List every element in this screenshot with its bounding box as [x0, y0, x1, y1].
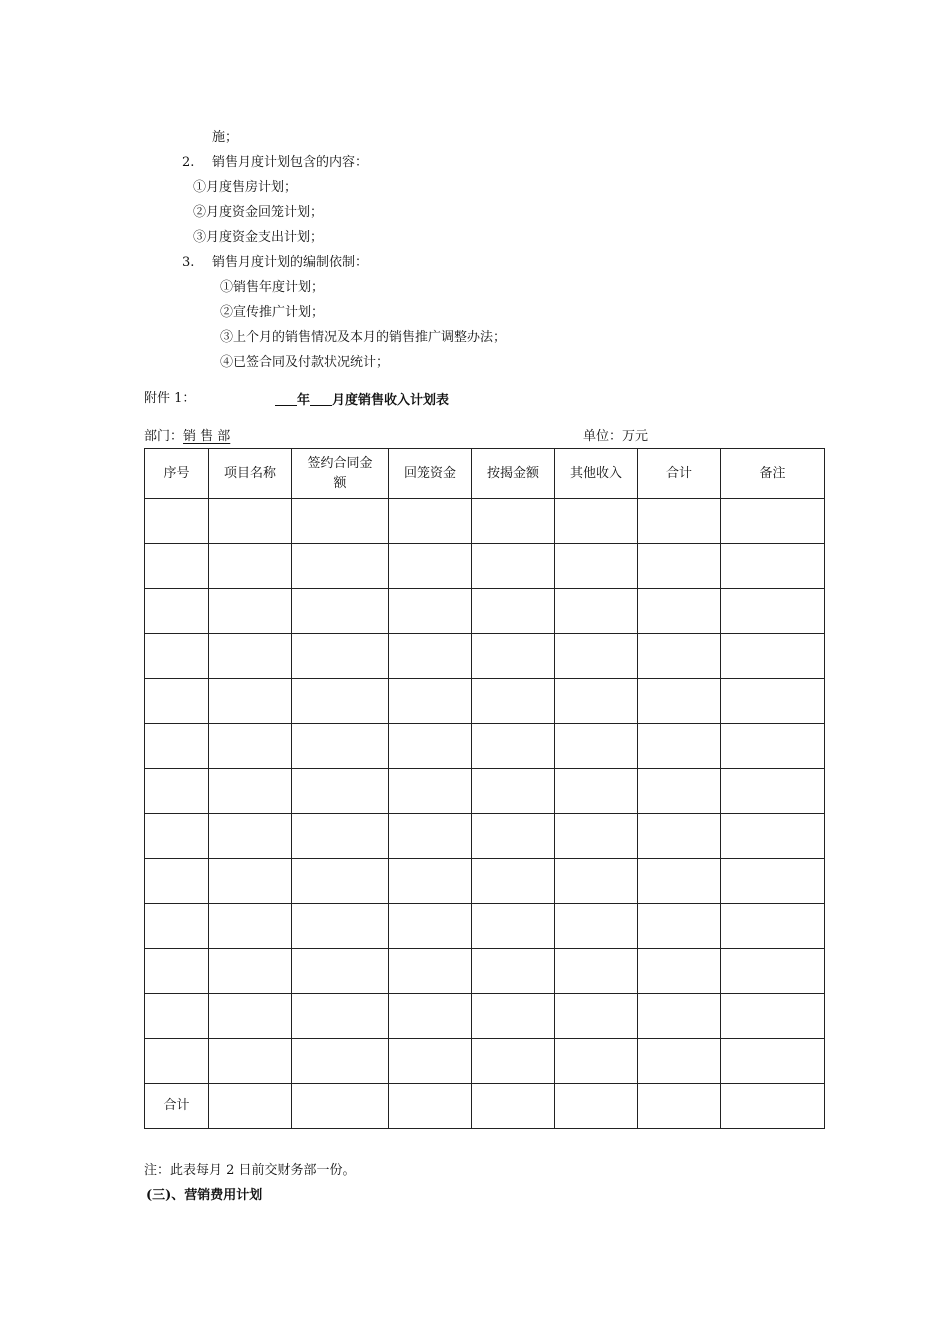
table-cell [145, 769, 209, 814]
table-cell [389, 1039, 472, 1084]
table-cell [472, 1039, 555, 1084]
table-cell [555, 859, 638, 904]
table-cell [389, 589, 472, 634]
table-cell [292, 1039, 389, 1084]
list-text: 销售月度计划包含的内容： [212, 155, 369, 170]
table-note: 注：此表每月 2 日前交财务部一份。 [144, 1163, 356, 1178]
department [144, 427, 230, 447]
table-cell [292, 769, 389, 814]
table-cell [555, 814, 638, 859]
table-cell [145, 859, 209, 904]
sub-item: ③月度资金支出计划； [193, 230, 324, 245]
table-cell [721, 679, 825, 724]
table-cell [292, 634, 389, 679]
table-cell [721, 1084, 825, 1129]
table-cell [721, 724, 825, 769]
table-cell [389, 994, 472, 1039]
header-cell: 签约合同金额 [292, 449, 389, 499]
table-cell [472, 769, 555, 814]
table-cell [145, 814, 209, 859]
header-cell: 备注 [721, 449, 825, 499]
table-title [275, 389, 449, 408]
table-cell [209, 724, 292, 769]
table-cell [389, 949, 472, 994]
table-cell [555, 904, 638, 949]
table-cell [721, 1039, 825, 1084]
table-cell [638, 634, 721, 679]
table-cell [472, 904, 555, 949]
table-cell [555, 949, 638, 994]
table-cell [292, 499, 389, 544]
revenue-plan-table [144, 448, 825, 1129]
header-cell: 回笼资金 [389, 449, 472, 499]
table-cell [721, 544, 825, 589]
table-cell [145, 499, 209, 544]
table-cell [209, 949, 292, 994]
list-number: 2. [182, 155, 195, 170]
dept-label: 部门： [144, 429, 184, 444]
table-cell [472, 859, 555, 904]
table-cell [721, 949, 825, 994]
list-text: 销售月度计划的编制依制： [212, 255, 369, 270]
table-cell [721, 814, 825, 859]
table-cell [145, 904, 209, 949]
table-row [145, 634, 825, 679]
list-number: 3. [182, 255, 195, 270]
table-row [145, 724, 825, 769]
table-cell [209, 544, 292, 589]
table-cell [292, 949, 389, 994]
table-cell [638, 724, 721, 769]
table-row [145, 679, 825, 724]
table-cell [472, 949, 555, 994]
table-cell [389, 904, 472, 949]
header-cell: 序号 [145, 449, 209, 499]
table-cell [209, 814, 292, 859]
table-cell [389, 679, 472, 724]
table-cell [638, 679, 721, 724]
table-cell [638, 589, 721, 634]
table-cell [145, 544, 209, 589]
table-cell [638, 814, 721, 859]
dept-value: 销 售 部 [183, 429, 231, 444]
table-cell [209, 634, 292, 679]
table-cell [209, 1039, 292, 1084]
table-cell [145, 994, 209, 1039]
table-row [145, 544, 825, 589]
table-cell [472, 544, 555, 589]
table-cell [555, 634, 638, 679]
year-blank [275, 391, 297, 406]
table-cell [472, 1084, 555, 1129]
table-cell [209, 859, 292, 904]
table-cell [638, 949, 721, 994]
table-cell [209, 679, 292, 724]
table-cell [638, 904, 721, 949]
table-cell [638, 994, 721, 1039]
table-cell [145, 634, 209, 679]
table-row [145, 589, 825, 634]
list-item-3 [182, 253, 368, 273]
table-cell [472, 679, 555, 724]
table-cell [721, 589, 825, 634]
table-cell [145, 679, 209, 724]
sub-item: ④已签合同及付款状况统计； [220, 355, 390, 370]
sub-item: ②月度资金回笼计划； [193, 205, 324, 220]
table-cell [292, 724, 389, 769]
table-header-row [145, 449, 825, 499]
title-year: 年 [297, 393, 311, 408]
section-heading: (三)、营销费用计划 [146, 1188, 263, 1203]
table-cell [472, 634, 555, 679]
table-cell [472, 814, 555, 859]
table-cell [145, 1039, 209, 1084]
table-cell [638, 769, 721, 814]
total-row [145, 1084, 825, 1129]
table-cell [389, 499, 472, 544]
table-cell [389, 814, 472, 859]
total-label: 合计 [145, 1084, 209, 1129]
table-cell [145, 949, 209, 994]
table-cell [638, 1039, 721, 1084]
table-row [145, 859, 825, 904]
table-cell [472, 724, 555, 769]
continuation-text: 施； [212, 130, 239, 145]
table-cell [555, 679, 638, 724]
table-cell [209, 589, 292, 634]
table-row [145, 904, 825, 949]
table-cell [145, 724, 209, 769]
table-cell [292, 544, 389, 589]
table-cell [472, 589, 555, 634]
attachment-label: 附件 1： [144, 391, 196, 406]
table-cell [721, 769, 825, 814]
sub-item: ①销售年度计划； [220, 280, 325, 295]
table-cell [292, 859, 389, 904]
table-cell [389, 724, 472, 769]
table-row [145, 499, 825, 544]
table-cell [721, 994, 825, 1039]
table-cell [555, 1039, 638, 1084]
table-cell [555, 724, 638, 769]
table-row [145, 769, 825, 814]
table-cell [209, 904, 292, 949]
table-row [145, 949, 825, 994]
table-cell [555, 544, 638, 589]
table-row [145, 994, 825, 1039]
table-cell [389, 769, 472, 814]
table-cell [209, 994, 292, 1039]
table-cell [555, 1084, 638, 1129]
table-cell [389, 544, 472, 589]
table-cell [555, 499, 638, 544]
table-cell [292, 904, 389, 949]
table-cell [209, 499, 292, 544]
table-cell [389, 634, 472, 679]
table-cell [638, 544, 721, 589]
list-item-2 [182, 153, 368, 173]
table-cell [638, 499, 721, 544]
sub-item: ①月度售房计划； [193, 180, 298, 195]
table-cell [472, 994, 555, 1039]
sub-item: ②宣传推广计划； [220, 305, 325, 320]
table-cell [389, 1084, 472, 1129]
table-cell [472, 499, 555, 544]
table-row [145, 1039, 825, 1084]
table-cell [389, 859, 472, 904]
table-cell [292, 589, 389, 634]
table-cell [292, 814, 389, 859]
header-cell: 合计 [638, 449, 721, 499]
month-blank [310, 391, 332, 406]
table-cell [145, 589, 209, 634]
table-cell [638, 1084, 721, 1129]
table-cell [721, 904, 825, 949]
table-cell [292, 1084, 389, 1129]
table-cell [209, 769, 292, 814]
sub-item: ③上个月的销售情况及本月的销售推广调整办法； [220, 330, 507, 345]
table-cell [555, 589, 638, 634]
header-cell: 其他收入 [555, 449, 638, 499]
header-cell: 按揭金额 [472, 449, 555, 499]
table-cell [555, 769, 638, 814]
table-row [145, 814, 825, 859]
table-cell [209, 1084, 292, 1129]
table-cell [292, 679, 389, 724]
title-rest: 月度销售收入计划表 [332, 393, 450, 408]
header-cell: 项目名称 [209, 449, 292, 499]
unit-label: 单位：万元 [583, 429, 649, 444]
table-cell [721, 859, 825, 904]
table-cell [638, 859, 721, 904]
table-cell [721, 499, 825, 544]
table-cell [721, 634, 825, 679]
table-cell [292, 994, 389, 1039]
table-cell [555, 994, 638, 1039]
